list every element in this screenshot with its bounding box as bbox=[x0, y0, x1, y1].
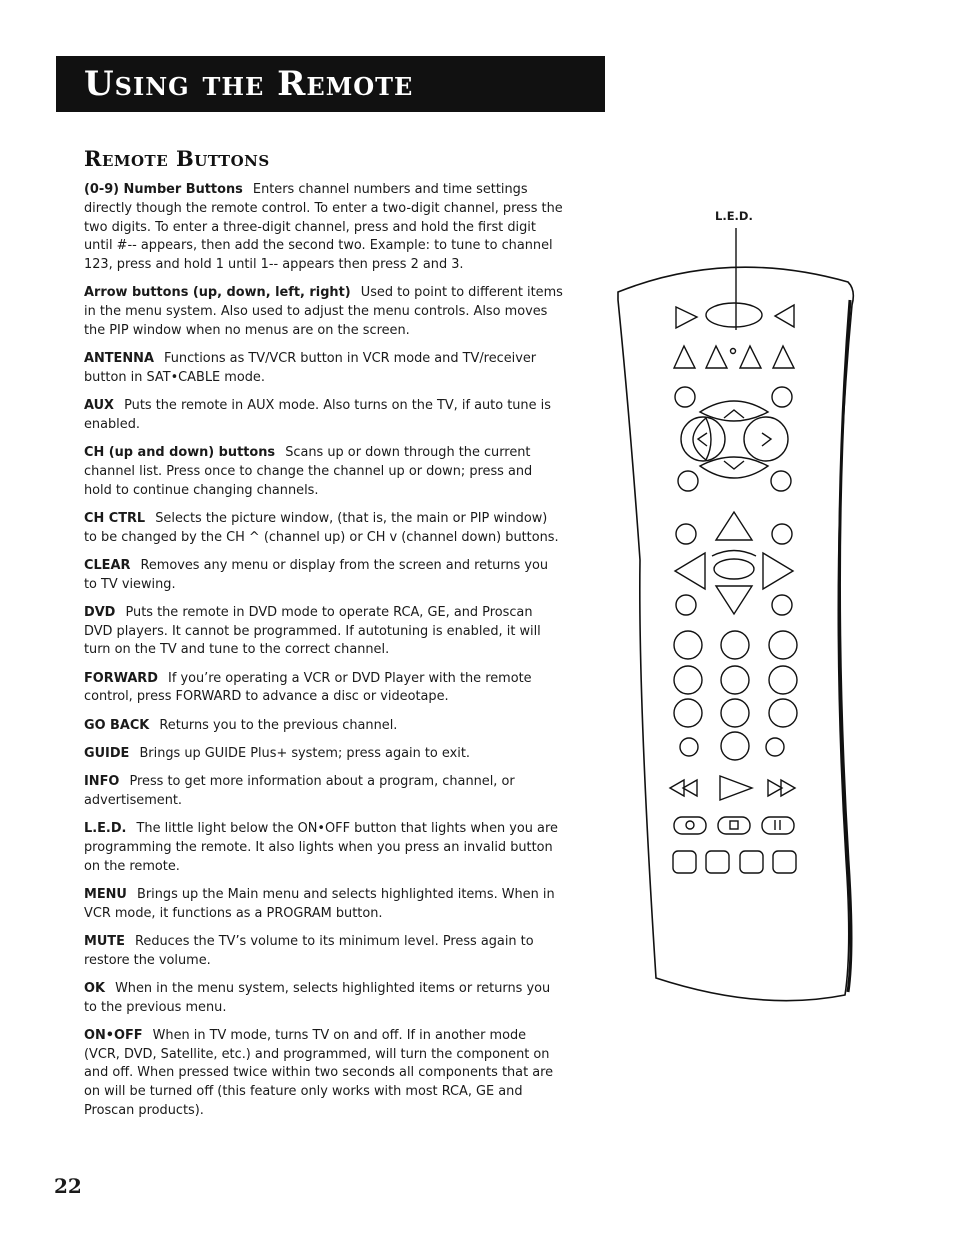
on-off-button bbox=[706, 303, 762, 327]
entry-text: Selects the picture window, (that is, the main or PIP window) to be changed by the CH ^ (channel up) or CH v (channel down) buttons. bbox=[84, 510, 559, 545]
left-triangle-button bbox=[676, 307, 697, 328]
record-button bbox=[674, 817, 706, 834]
page-number: 22 bbox=[54, 1174, 82, 1198]
title-bar bbox=[56, 56, 605, 112]
entry-clear bbox=[84, 557, 564, 595]
mode-button-1 bbox=[674, 346, 695, 368]
channel-up-button bbox=[716, 512, 752, 540]
entry-ch-ctrl bbox=[84, 510, 564, 548]
entry-text: Brings up GUIDE Plus+ system; press again to exit. bbox=[139, 745, 470, 761]
entry-dvd bbox=[84, 604, 564, 660]
entry-text: Reduces the TV’s volume to its minimum level. Press again to restore the volume. bbox=[84, 933, 534, 968]
round-button bbox=[676, 595, 696, 615]
entry-led bbox=[84, 820, 564, 876]
entry-text: Puts the remote in DVD mode to operate RCA, GE, and Proscan DVD players. It cannot be programmed. If autotuning is enabled, it will turn on the TV and tune to the correct channel. bbox=[84, 604, 541, 658]
entry-term: MENU bbox=[84, 886, 127, 902]
number-button bbox=[721, 666, 749, 694]
entry-text: If you’re operating a VCR or DVD Player with the remote control, press FORWARD to advance a disc or videotape. bbox=[84, 670, 532, 705]
volume-up-button bbox=[763, 553, 793, 589]
led-indicator bbox=[731, 349, 736, 354]
entry-text: Scans up or down through the current channel list. Press once to change the channel up or down; press and hold to continue changing channels. bbox=[84, 445, 533, 498]
entry-info bbox=[84, 773, 564, 811]
entry-term: (0-9) Number Buttons bbox=[84, 182, 243, 197]
page-title: Using the Remote bbox=[84, 64, 414, 104]
stop-button bbox=[718, 817, 750, 834]
bottom-button bbox=[773, 851, 796, 873]
entry-term: GUIDE bbox=[84, 745, 130, 761]
entry-text: Functions as TV/VCR button in VCR mode and TV/receiver button in SAT•CABLE mode. bbox=[84, 351, 537, 385]
entry-aux bbox=[84, 397, 564, 435]
bottom-button bbox=[740, 851, 763, 873]
entry-forward bbox=[84, 670, 564, 708]
round-button bbox=[676, 524, 696, 544]
round-button bbox=[772, 595, 792, 615]
nav-right-button bbox=[744, 417, 788, 461]
section-heading: Remote Buttons bbox=[84, 146, 270, 171]
number-button bbox=[674, 631, 702, 659]
number-button bbox=[769, 631, 797, 659]
round-button bbox=[678, 471, 698, 491]
entry-text: Removes any menu or display from the screen and returns you to TV viewing. bbox=[84, 557, 549, 592]
entry-term: DVD bbox=[84, 604, 116, 620]
entry-term: FORWARD bbox=[84, 670, 158, 686]
entry-term: CH CTRL bbox=[84, 510, 146, 526]
entry-term: L.E.D. bbox=[84, 821, 127, 836]
entry-text: Returns you to the previous channel. bbox=[159, 717, 398, 733]
entry-text: Used to point to different items in the menu system. Also used to adjust the menu controls. Also moves the PIP window when no menus are on the screen. bbox=[84, 285, 563, 338]
round-button bbox=[675, 387, 695, 407]
entry-text: Enters channel numbers and time settings directly though the remote control. To enter a two-digit channel, press the two digits. To enter a three-digit channel, press and hold the first digit until #-- appears, then add the second two. Example: to tune to channel 123, press and hold 1 until 1-- appears then press 2 and 3. bbox=[84, 182, 563, 273]
round-button bbox=[772, 387, 792, 407]
entry-text: Brings up the Main menu and selects highlighted items. When in VCR mode, it functions as a PROGRAM button. bbox=[84, 886, 555, 921]
entry-term: AUX bbox=[84, 398, 114, 414]
entry-text: The little light below the ON•OFF button that lights when you are programming the remote. It also lights when you press an invalid button on the remote. bbox=[84, 821, 558, 874]
pause-button bbox=[762, 817, 794, 834]
round-button bbox=[771, 471, 791, 491]
right-triangle-button bbox=[775, 305, 794, 327]
entry-mute bbox=[84, 933, 564, 971]
number-button bbox=[721, 699, 749, 727]
entry-term: Arrow buttons (up, down, left, right) bbox=[84, 285, 351, 301]
forward-button bbox=[768, 780, 795, 796]
number-button bbox=[769, 699, 797, 727]
round-button bbox=[766, 738, 784, 756]
number-button bbox=[674, 666, 702, 694]
remote-control-illustration bbox=[600, 225, 870, 1015]
number-button bbox=[721, 732, 749, 760]
entry-text: When in the menu system, selects highlighted items or returns you to the previous menu. bbox=[84, 980, 551, 1015]
entry-term: ON•OFF bbox=[84, 1027, 143, 1043]
entry-arrow-buttons bbox=[84, 284, 564, 340]
rewind-button bbox=[670, 780, 697, 796]
entry-text: Puts the remote in AUX mode. Also turns on the TV, if auto tune is enabled. bbox=[84, 398, 551, 432]
bottom-button bbox=[706, 851, 729, 873]
channel-down-button bbox=[716, 586, 752, 614]
number-button bbox=[769, 666, 797, 694]
round-button bbox=[772, 524, 792, 544]
entry-term: MUTE bbox=[84, 933, 125, 949]
led-label: L.E.D. bbox=[715, 209, 753, 223]
entry-term: CLEAR bbox=[84, 557, 131, 573]
entry-number-buttons bbox=[84, 181, 564, 275]
entry-term: GO BACK bbox=[84, 717, 150, 733]
entry-menu bbox=[84, 886, 564, 924]
entry-term: CH (up and down) buttons bbox=[84, 445, 276, 461]
volume-down-button bbox=[675, 553, 705, 589]
entry-text: When in TV mode, turns TV on and off. If in another mode (VCR, DVD, Satellite, etc.) and programmed, will turn the component on and off. When pressed twice within two seconds all components that are on will be turned off (this feature only works with most RCA, GE and Proscan products). bbox=[84, 1027, 554, 1118]
mode-button-2 bbox=[706, 346, 727, 368]
mode-button-3 bbox=[740, 346, 761, 368]
number-button bbox=[721, 631, 749, 659]
entry-go-back bbox=[84, 717, 564, 736]
bottom-button bbox=[673, 851, 696, 873]
entry-antenna bbox=[84, 350, 564, 388]
remote-body bbox=[618, 267, 853, 1000]
nav-left-button bbox=[693, 418, 711, 460]
entry-term: OK bbox=[84, 980, 105, 996]
mode-button-4 bbox=[773, 346, 794, 368]
round-button bbox=[680, 738, 698, 756]
mute-button bbox=[714, 559, 754, 579]
entry-ch-buttons bbox=[84, 444, 564, 500]
entry-term: INFO bbox=[84, 774, 120, 790]
number-button bbox=[674, 699, 702, 727]
play-button bbox=[720, 776, 752, 800]
button-descriptions bbox=[84, 181, 564, 1130]
entry-guide bbox=[84, 745, 564, 764]
entry-on-off bbox=[84, 1027, 564, 1121]
entry-term: ANTENNA bbox=[84, 351, 154, 367]
entry-text: Press to get more information about a program, channel, or advertisement. bbox=[84, 774, 515, 808]
entry-ok bbox=[84, 980, 564, 1018]
